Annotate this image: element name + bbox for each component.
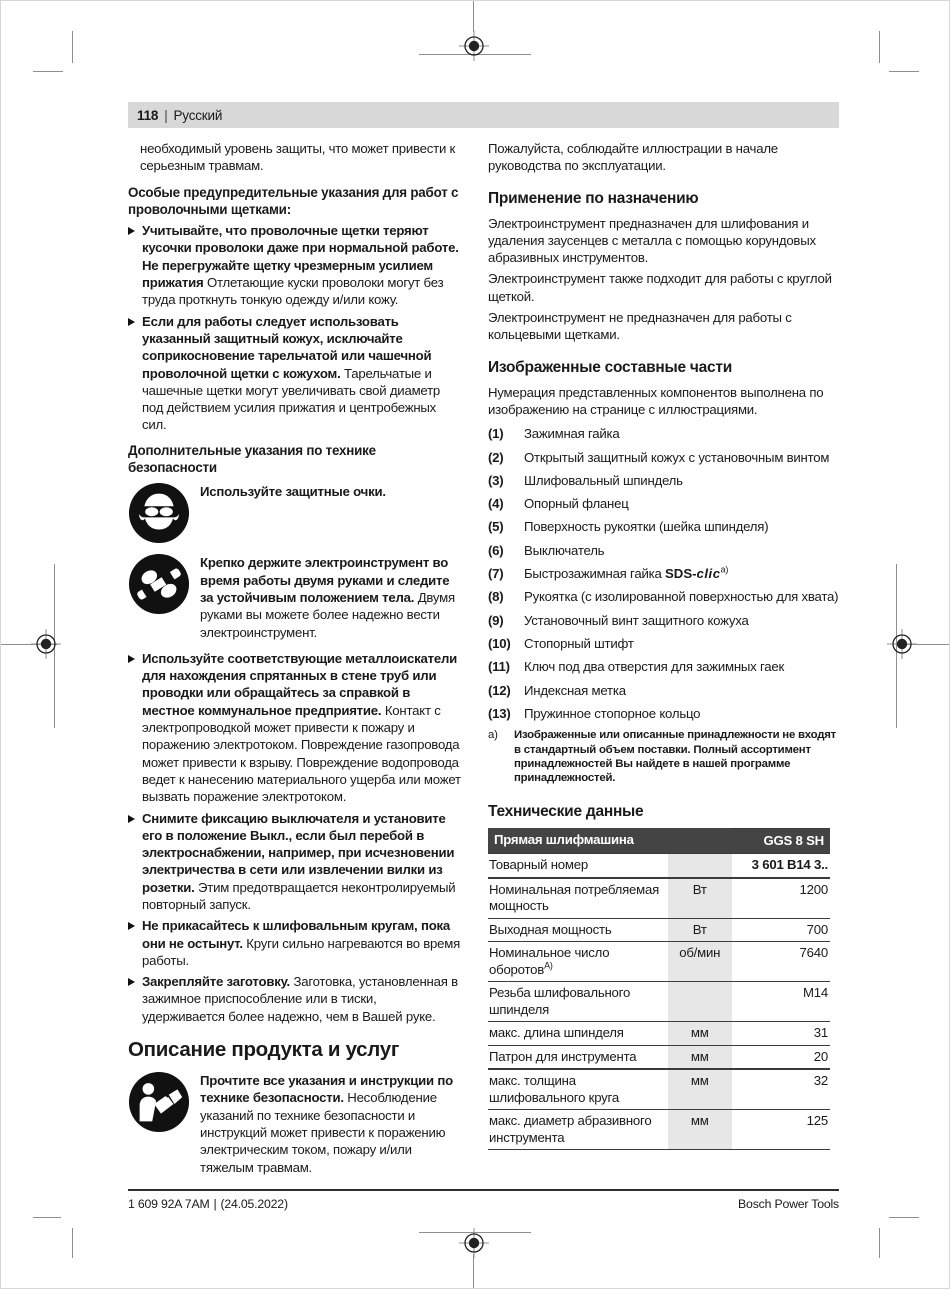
crop-mark: [72, 31, 73, 63]
component-item: (3) Шлифовальный шпиндель: [488, 472, 683, 488]
registration-mark: [31, 629, 61, 659]
right-column: [488, 140, 839, 1150]
bullet-item: [128, 973, 462, 1025]
bullet-text: Учитывайте, что проволочные щетки теряют кусочки проволоки даже при нормальной работе. Не перегружайте щетку чрезмерным усилием прижатия Отлетающие куски проволоки могут без труда проткнуть тонкую одежду и/или кожу.: [142, 223, 459, 308]
crop-mark: [72, 1228, 73, 1258]
crop-mark: [889, 1217, 919, 1218]
page-number: 118: [137, 107, 159, 123]
carryover-paragraph: необходимый уровень защиты, что может привести к серьезным травмам.: [140, 141, 456, 174]
safety-notice: [128, 553, 462, 640]
footer-rule: [128, 1189, 839, 1191]
bullet-triangle-icon: [128, 222, 142, 308]
paragraph: Электроинструмент предназначен для шлифования и удаления заусенцев с металла с помощью корундовых абразивных инструментов.: [488, 215, 816, 266]
component-item: (6) Выключатель: [488, 542, 605, 558]
component-item: (5) Поверхность рукоятки (шейка шпинделя): [488, 519, 769, 535]
tech-data-heading: Технические данные: [488, 802, 644, 820]
sds-clic-logo: SDS-clic: [665, 566, 721, 582]
paragraph: Электроинструмент не предназначен для работы с кольцевыми щетками.: [488, 310, 792, 343]
table-row: Выходная мощность Вт 700: [488, 918, 830, 942]
page-header-bar: [128, 102, 839, 128]
component-item: (8) Рукоятка (с изолированной поверхностью для хвата): [488, 589, 839, 605]
table-row: Номинальная потребляемая мощность Вт 1200: [488, 878, 830, 919]
additional-safety-heading: Дополнительные указания по технике безопасности: [128, 442, 376, 476]
bullet-item: [128, 810, 462, 914]
table-row: Товарный номер 3 601 B14 3..: [488, 854, 830, 878]
components-heading: Изображенные составные части: [488, 358, 733, 376]
wire-brush-heading: Особые предупредительные указания для работ с проволочными щетками:: [128, 184, 459, 217]
two-hands-grip-icon: [128, 553, 190, 615]
crop-mark: [473, 1254, 474, 1289]
component-item: (13) Пружинное стопорное кольцо: [488, 705, 701, 721]
accessories-footnote: a) Изображенные или описанные принадлежности не входят в стандартный объем поставки. Полный ассортимент принадлежностей Вы найдете в нашей программе принадлежностей.: [488, 729, 837, 785]
table-row: макс. толщина шлифовального круга мм 32: [488, 1069, 830, 1110]
bullet-text: Используйте соответствующие металлоискатели для нахождения спрятанных в стене труб или проводки или обращайтесь за справкой в местное коммунальное предприятие. Контакт с электропроводкой может привести к пожару и поражению электротоком. Повреждение газопровода может привести к взрыву. Повреждение водопровода ведет к нанесению материального ущерба или может вызвать поражение электротоком.: [142, 650, 461, 805]
intended-use-heading: Применение по назначению: [488, 189, 699, 207]
crop-mark: [889, 71, 919, 72]
registration-mark: [887, 629, 917, 659]
bullet-item: [128, 313, 462, 434]
bullet-triangle-icon: [128, 917, 142, 969]
component-item: (10) Стопорный штифт: [488, 635, 634, 651]
bullet-text: Не прикасайтесь к шлифовальным кругам, пока они не остынут. Круги сильно нагреваются во время работы.: [142, 918, 461, 968]
table-header-row: [488, 828, 830, 854]
bullet-triangle-icon: [128, 313, 142, 434]
notice-text: Используйте защитные очки.: [200, 484, 386, 500]
table-header-model: GGS 8 SH: [732, 828, 830, 854]
registration-mark: [459, 31, 489, 61]
registration-mark: [459, 1228, 489, 1258]
component-item: (9) Установочный винт защитного кожуха: [488, 612, 749, 628]
table-row: макс. диаметр абразивного инструмента мм 125: [488, 1110, 830, 1150]
bullet-triangle-icon: [128, 650, 142, 806]
paragraph: Электроинструмент также подходит для работы с круглой щеткой.: [488, 271, 832, 304]
header-separator: |: [164, 107, 168, 123]
table-row: макс. длина шпинделя мм 31: [488, 1022, 830, 1046]
crop-mark: [473, 1, 474, 32]
component-item: (7) Быстрозажимная гайка SDS-clic$^{a)}$: [488, 564, 729, 582]
component-item: (2) Открытый защитный кожух с установочным винтом: [488, 449, 830, 465]
bullet-triangle-icon: [128, 810, 142, 914]
bullet-text: Если для работы следует использовать указанный защитный кожух, исключайте соприкосновение тарельчатой или чашечной проволочной щетки с кожухом. Тарельчатые и чашечные щетки могут увеличивать свой диаметр под действием усилия прижатия и центробежных сил.: [142, 313, 441, 433]
company-name: Bosch Power Tools: [738, 1197, 839, 1211]
read-manual-icon: [128, 1071, 190, 1133]
component-item: (4) Опорный фланец: [488, 496, 629, 512]
bullet-item: [128, 222, 462, 308]
bullet-text: Закрепляйте заготовку. Заготовка, установленная в зажимное приспособление или в тиски, удерживается более надежно, чем в Вашей руке.: [142, 974, 458, 1024]
product-description-heading: Описание продукта и услуг: [128, 1038, 400, 1062]
eye-protection-icon: [128, 482, 190, 544]
crop-mark: [33, 1217, 61, 1218]
bullet-triangle-icon: [128, 973, 142, 1025]
components-intro: Нумерация представленных компонентов выполнена по изображению на странице с иллюстрациями.: [488, 384, 824, 417]
read-manual-notice: [128, 1071, 462, 1176]
crop-mark: [33, 71, 63, 72]
notice-text: Прочтите все указания и инструкции по технике безопасности. Несоблюдение указаний по технике безопасности и инструкций может привести к поражению электрическим током, пожару и/или тяжелым травмам.: [200, 1073, 453, 1175]
tech-data-table: [488, 828, 830, 1151]
bullet-item: [128, 917, 462, 969]
table-row: Резьба шлифовального шпинделя M14: [488, 982, 830, 1022]
illustrations-note: Пожалуйста, соблюдайте иллюстрации в начале руководства по эксплуатации.: [488, 141, 778, 174]
crop-mark: [879, 31, 880, 63]
table-header-product: Прямая шлифмашина: [488, 828, 732, 854]
bullet-text: Снимите фиксацию выключателя и установите его в положение Выкл., если был перебой в электроснабжении, например, при исчезновении электричества в сети или извлечении вилки из розетки. Этим предотвращается неконтролируемый повторный запуск.: [142, 810, 456, 912]
page-footer: [128, 1197, 839, 1211]
component-item: (1) Зажимная гайка: [488, 426, 620, 442]
components-list: [488, 425, 839, 722]
document-number: 1 609 92A 7AM | (24.05.2022): [128, 1197, 288, 1211]
component-item: (11) Ключ под два отверстия для зажимных гаек: [488, 659, 785, 675]
safety-notice: [128, 482, 462, 544]
left-column: [128, 140, 462, 1185]
crop-mark: [879, 1228, 880, 1258]
table-row: Номинальное число оборотов$^{A)}$ об/мин 7640: [488, 942, 830, 982]
notice-text: Крепко держите электроинструмент во время работы двумя руками и следите за устойчивым положением тела. Двумя руками вы можете более надежно вести электроинструмент.: [200, 555, 455, 640]
language-label: Русский: [173, 107, 223, 123]
table-row: Патрон для инструмента мм 20: [488, 1045, 830, 1069]
component-item: (12) Индексная метка: [488, 682, 626, 698]
bullet-item: [128, 650, 462, 806]
